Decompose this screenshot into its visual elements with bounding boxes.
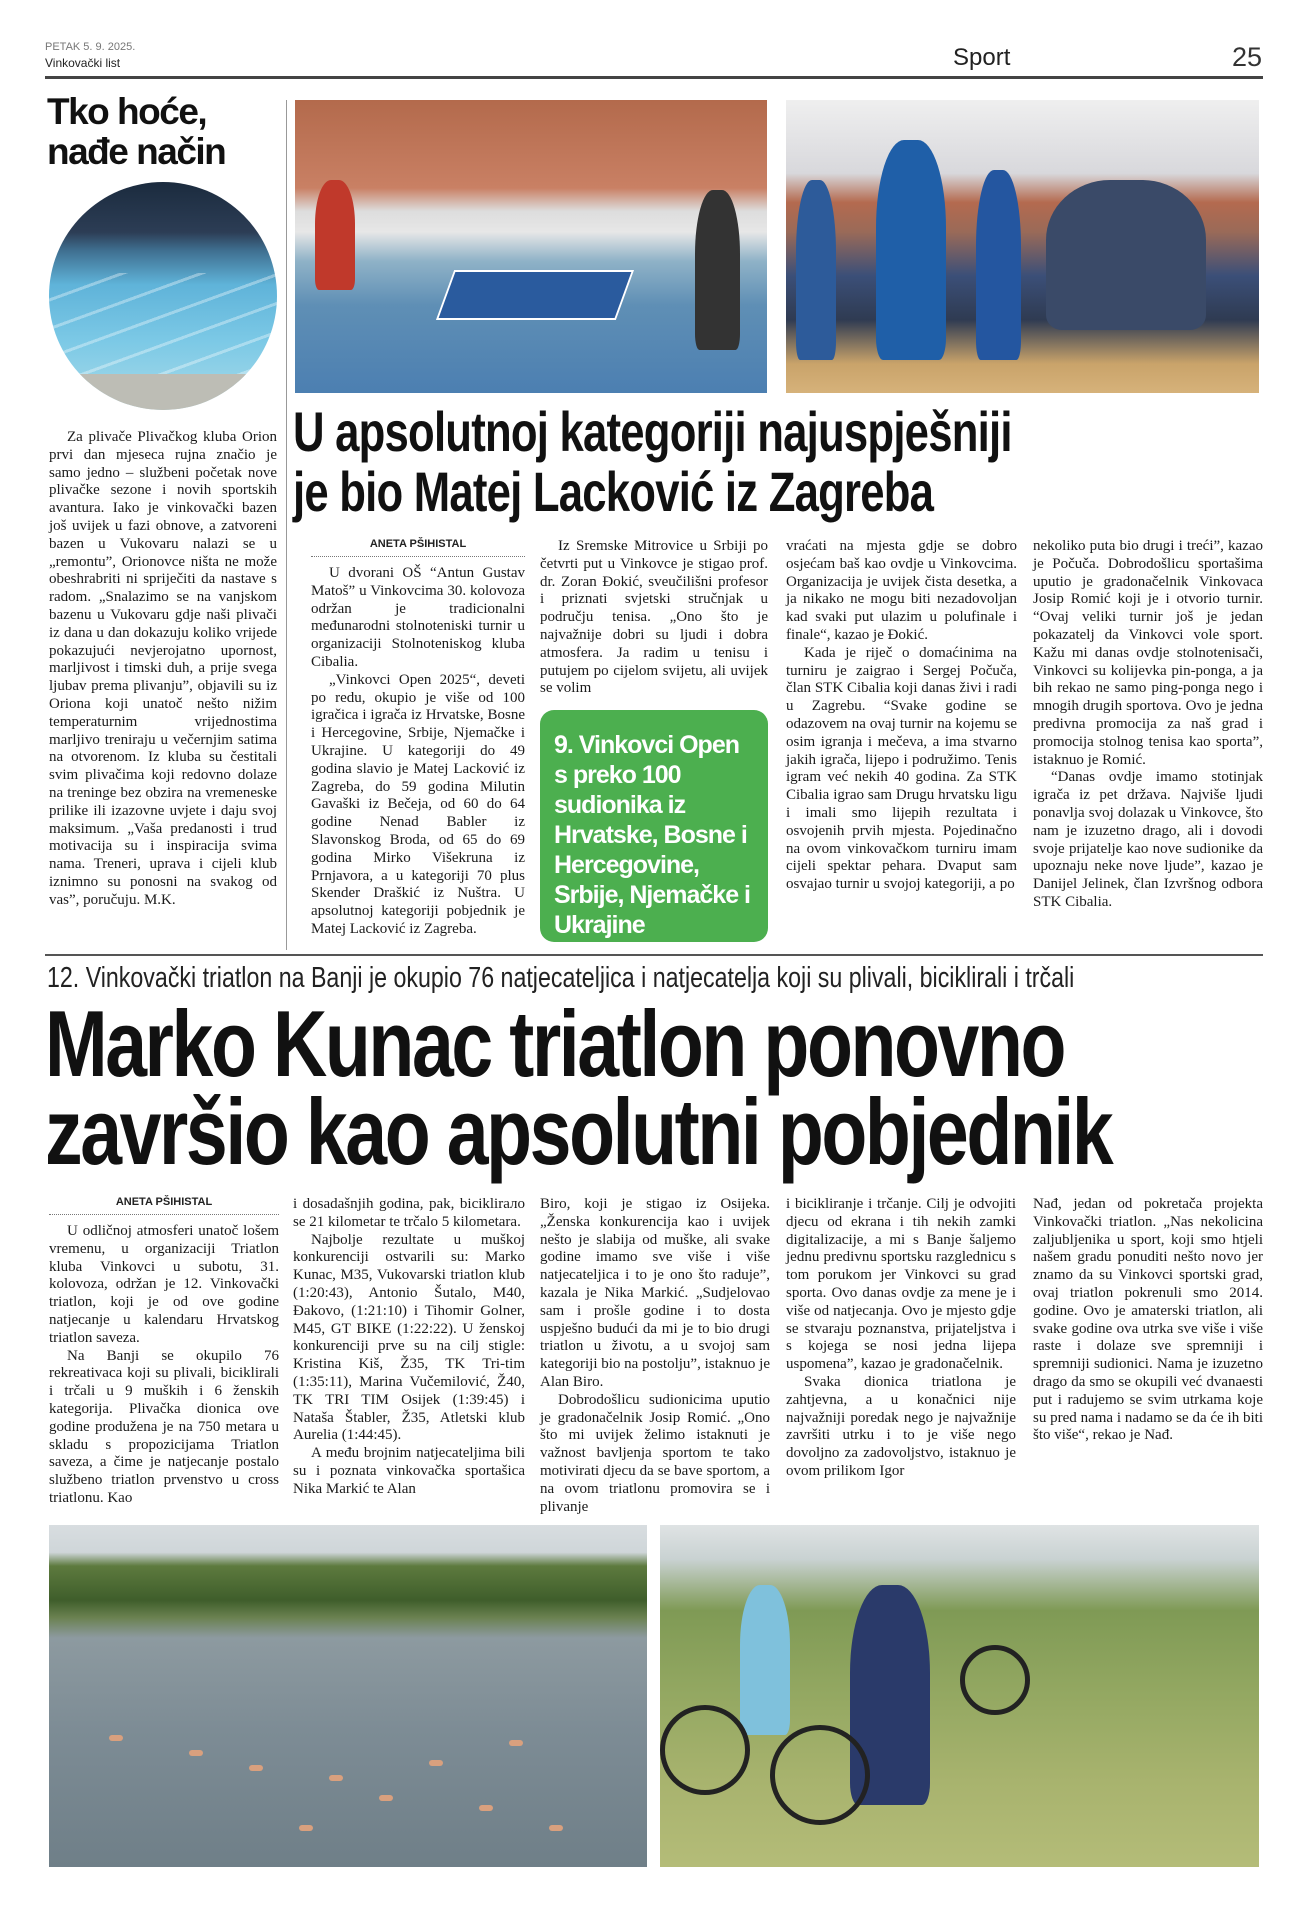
headline-line: Marko Kunac triatlon ponovno: [45, 991, 1065, 1096]
side-story-title: Tko hoće, nađe način: [47, 91, 226, 172]
pool-photo: [49, 182, 277, 410]
paragraph: Nađ, jedan od pokretača projekta Vinkovački triatlon. „Nas nekolicina zaljubljenika u sport, koji smo htjeli našem gradu ponuditi nešto novo jer znamo da su Vinkovci sportski grad, ovaj triatlon pokrenuli smo 2014. godine. Ovo je amaterski triatlon, ali svake godine ova utrka sve više i više raste i dolaze sve spremniji i spremniji sudionici. Nama je izuzetno drago da smo se okupili već dvanaesti put i radujemo se svim utrkama koje su pred nama i nadamo se da će ih biti što više“, rekao je Nađ.: [1033, 1196, 1263, 1444]
paragraph: Iz Sremske Mitrovice u Srbiji po četvrti put u Vinkovce je stigao prof. dr. Zoran Đokić, sveučilišni profesor i priznati svjetski stručnjak u području tenisa. „Ono što je najvažnije dobri su ljudi i dobra atmosfera. Ja radim u tenisu i putujem po cijelom svijetu, ali uvijek se volim: [540, 538, 768, 697]
paragraph: Biro, koji je stigao iz Osijeka. „Ženska konkurencija kao i uvijek nešto je slabija od muške, ali svake godine imamo sve više i više natjecateljica i to je ono što raduje”, kazala je Nika Markić. „Sudjelovao sam i prošle godine i to dosta uspješno budući da mi je to bio drugi triatlon u životu, a u svojoj sam kategoriji bio na postolju”, istaknuo je Alan Biro.: [540, 1196, 770, 1390]
paragraph: Kada je riječ o domaćinima na turniru je zaigrao i Sergej Počuča, član STK Cibalia koji danas živi i radi u Zagrebu. “Svake godine se odazovem na ovaj turnir na kojemu se osim igranja i mečeva, a ima stvarno jakih igrača, lijepo i podružimo. Tenis igram već nekih 40 godina. Za STK Cibalia igrao sam Drugu hrvatsku ligu i imali smo lijepih rezultata i osvojenih prvih mjesta. Pojedinačno na ovom vinkovačkom turniru imam cijeli spektar pehara. Dvaput sam osvajao turnir u svojoj kategoriji, a po: [786, 644, 1017, 893]
page-number: 25: [1232, 42, 1263, 72]
headline-line: je bio Matej Lacković iz Zagreba: [293, 460, 934, 523]
article2-column-2: [293, 1196, 525, 1499]
article2-column-5: [1033, 1196, 1263, 1445]
paragraph: vraćati na mjesta gdje se dobro osjećam baš kao ovdje u Vinkovcima. Organizacija je uvijek čista desetka, a ja nikako ne mogu biti nezadovoljan kad svaki put ulazim u polufinale i finale“, kazao je Đokić.: [786, 538, 1017, 643]
paragraph: nekoliko puta bio drugi i treći”, kazao je Počuča. Dobrodošlicu sportašima uputio je gradonačelnik Vinkovaca Josip Romić koji je i otvorio turnir. “Ovaj veliki turnir još je jedan pokazatelj da Vinkovci vole sport. Kažu mi danas ovdje stolnotenisači, Vinkovci su kolijevka pin-ponga, a ja bih rekao ne samo ping-ponga nego i mnogih drugih sportova. Ovo je jedna predivna promocija za naš grad i promocija stolnog tenisa kao sporta”, istaknuo je Romić.: [1033, 538, 1263, 768]
side-story-body: [49, 429, 277, 910]
newspaper-name: Vinkovački list: [45, 56, 121, 70]
article1-column-4: [1033, 538, 1263, 912]
article2-column-3: [540, 1196, 770, 1516]
byline: ANETA PŠIHISTAL: [49, 1196, 279, 1215]
paragraph: Najbolje rezultate u muškoj konkurenciji ostvarili su: Marko Kunac, M35, Vukovarski triatlon klub (1:20:43), Antonio Šutalo, M40, Đakovo, (1:21:10) i Tihomir Golner, M45, GT BIKE (1:22:22). U ženskoj konkurenciji prve su na cilj stigle: Kristina Kiš, Ž35, TK Tri-tim (1:35:11), Marina Vučemilović, Ž40, TK TRI TIM Osijek (1:39:45) i Nataša Štabler, Ž35, Atletski klub Aurelia (1:44:45).: [293, 1231, 525, 1444]
headline-line: završio kao apsolutni pobjednik: [45, 1079, 1112, 1184]
headline-line: U apsolutnoj kategoriji najuspješniji: [293, 400, 1012, 463]
article1-headline: [293, 402, 1229, 522]
article2-kicker: 12. Vinkovački triatlon na Banji je okupio 76 natjecateljica i natjecatelja koji su plivali, biciklirali i trčali: [47, 962, 1075, 994]
bike-transition-photo: [660, 1525, 1259, 1867]
paragraph: Svaka dionica triatlona je zahtjevna, a u konačnici nije najvažniji poredak nego je najvažnije završiti utrku i to je više nego dovoljno za zadovoljstvo, istaknuo je ovom prilikom Igor: [786, 1373, 1016, 1479]
paragraph: “Danas ovdje imamo stotinjak igrača iz pet država. Najviše ljudi ponavlja svoj dolazak u Vinkovce, što nam je izuzetno drago, ali i dovodi svoje prijatelje kao nove sudionike da upoznaju neke nove ljude”, kazao je Danijel Jelinek, član Izvršnog odbora STK Cibalia.: [1033, 769, 1263, 910]
article1-column-3: [786, 538, 1017, 894]
paragraph: Dobrodošlicu sudionicima uputio je gradonačelnik Josip Romić. „Ono što mi uvijek želimo istaknuti je važnost bavljenja sportom te tako motivirati djecu da se bave sportom, a na ovom triatlonu promovira se i plivanje: [540, 1391, 770, 1515]
paragraph: i dosadašnjih godina, pak, biciklirало se 21 kilometar te trčalo 5 kilometara.: [293, 1196, 525, 1230]
article2-headline: [45, 991, 1112, 1184]
header-rule: [45, 76, 1263, 79]
paragraph: U odličnoj atmosferi unatoč lošem vremenu, u organizaciji Triatlon kluba Vinkovci u subotu, 31. kolovoza, održan je 12. Vinkovački triatlon, koji je od ove godine natjecanje u kalendaru Hrvatskog triatlon saveza.: [49, 1223, 279, 1346]
paragraph: Za plivače Plivačkog kluba Orion prvi dan mjeseca rujna značio je samo jedno – službeni početak nove plivačke sezone i novih sportskih avantura. Iako je vinkovački bazen još uvijek u fazi obnove, a zatvoreni bazen u Vukovaru nalazi se u „remontu”, Orionovce ništa ne može obeshrabriti ni spriječiti da nastave s radom. „Snalazimo se na vanjskom bazenu u Vukovaru gdje naši plivači iz dana u dan dokazuju koliko vrijede pokazujući nevjerojatno upornost, marljivost i timski duh, a prije svega ljubav prema plivanju”, objavili su iz Oriona koji unatoč nešto nižim temperaturnim vrijednostima marljivo treniraju u večernjim satima na otvorenom. Iz kluba su čestitali svim plivačima koji redovno dolaze na treninge bez obzira na vremeneske prilike ili izazovne uvjete i daju svoj maksimum. „Vaša predanosti i trud motivacija su i inspiracija svima nama. Treneri, uprava i cijeli klub iznimno su ponosni na svakog od vas”, poručuju. M.K.: [49, 429, 277, 908]
table-tennis-photo: [295, 100, 767, 393]
paragraph: „Vinkovci Open 2025“, deveti po redu, okupio je više od 100 igračica i igrača iz Hrvatske, Bosne i Hercegovine, Srbije, Njemačke i Ukrajine. U kategoriji do 49 godina slavio je Matej Lacković iz Zagreba, do 59 godina Milutin Gavaški iz Bečeja, od 60 do 64 godine Nenad Babler iz Slavonskog Broda, od 65 do 69 godina Mirko Višekruna iz Prnjavora, a u kategoriji 70 plus Skender Draškić iz Nuštra. U apsolutnoj kategoriji pobjednik je Matej Lacković iz Zagreba.: [311, 671, 525, 937]
byline: ANETA PŠIHISTAL: [311, 538, 525, 557]
article2-column-1: [49, 1196, 279, 1508]
section-rule: [45, 954, 1263, 956]
article1-column-2: [540, 538, 768, 698]
issue-date: PETAK 5. 9. 2025.: [45, 41, 136, 53]
paragraph: i bicikliranje i trčanje. Cilj je odvojiti djecu od ekrana i tih nekih zamki digitalizacije, a mi s Banje šaljemo jednu predivnu sportsku razglednicu s tom porukom jer Vinkovci su grad sporta. Ovo danas ovdje za mene je i više od natjecanja. Ovo je mjesto gdje se stvaraju poznanstva, prijateljstva i s kojega se nosi jedna lijepa uspomena”, kazao je gradonačelnik.: [786, 1196, 1016, 1373]
swimmers-lake-photo: [49, 1525, 647, 1867]
paragraph: A među brojnim natjecateljima bili su i poznata vinkovačka sportašica Nika Markić te Alan: [293, 1445, 525, 1497]
column-divider: [286, 100, 287, 950]
paragraph: U dvorani OŠ “Antun Gustav Matoš” u Vinkovcima 30. kolovoza održan je tradicionalni međunarodni stolnoteniski turnir u organizaciji Stolnoteniskog kluba Cibalia.: [311, 565, 525, 670]
players-group-photo: [786, 100, 1259, 393]
article1-column-1: [311, 538, 525, 939]
paragraph: Na Banji se okupilo 76 rekreativaca koji su plivali, biciklirali i trčali u 9 muških i 6 ženskih kategorija. Plivačka dionica ove godine produžena je na 750 metara u skladu s propozicijama Triatlon saveza, a čime je natjecanje postalo službeno triatlon prvenstvo u cross triatlonu. Kao: [49, 1347, 279, 1506]
section-name: Sport: [953, 44, 1011, 71]
article2-column-4: [786, 1196, 1016, 1481]
highlight-box: 9. Vinkovci Open s preko 100 sudionika iz Hrvatske, Bosne i Hercegovine, Srbije, Njemačke i Ukrajine: [540, 710, 768, 942]
